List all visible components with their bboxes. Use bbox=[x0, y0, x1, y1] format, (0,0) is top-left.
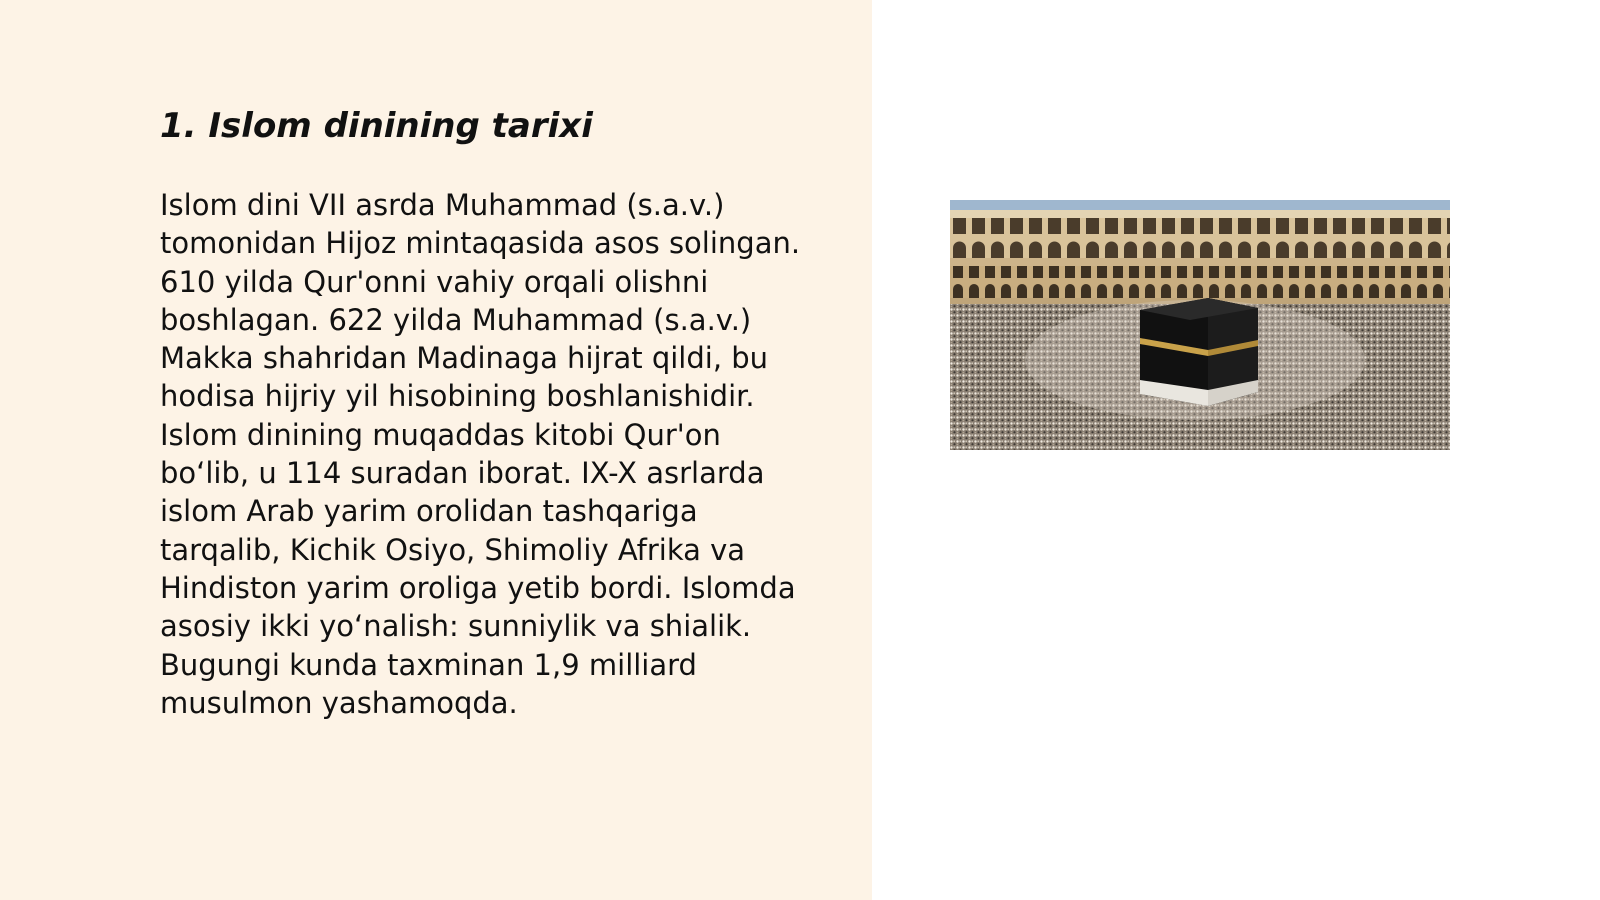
kaaba-photo bbox=[950, 200, 1450, 450]
body-line: Bugungi kunda taxminan 1,9 milliard bbox=[160, 647, 697, 682]
body-line: 610 yilda Qur'onni vahiy orqali olishni bbox=[160, 264, 709, 299]
body-text bbox=[160, 186, 840, 722]
body-line: tomonidan Hijoz mintaqasida asos solingan. bbox=[160, 226, 801, 261]
body-line: hodisa hijriy yil hisobining boshlanishidir. bbox=[160, 379, 755, 414]
body-line: islom Arab yarim orolidan tashqariga bbox=[160, 494, 698, 529]
body-line: tarqalib, Kichik Osiyo, Shimoliy Afrika va bbox=[160, 532, 746, 567]
body-line: Hindiston yarim oroliga yetib bordi. Islomda bbox=[160, 570, 796, 605]
slide-title: 1. Islom dinining tarixi bbox=[160, 106, 593, 146]
body-line: bo‘lib, u 114 suradan iborat. IX-X asrlarda bbox=[160, 456, 765, 491]
body-line: Islom dinining muqaddas kitobi Qur'on bbox=[160, 417, 721, 452]
body-line: musulmon yashamoqda. bbox=[160, 685, 518, 720]
body-line: asosiy ikki yo‘nalish: sunniylik va shialik. bbox=[160, 609, 752, 644]
body-line: Islom dini VII asrda Muhammad (s.a.v.) bbox=[160, 188, 725, 222]
body-line: Makka shahridan Madinaga hijrat qildi, bu bbox=[160, 341, 769, 376]
body-line: boshlagan. 622 yilda Muhammad (s.a.v.) bbox=[160, 302, 752, 337]
